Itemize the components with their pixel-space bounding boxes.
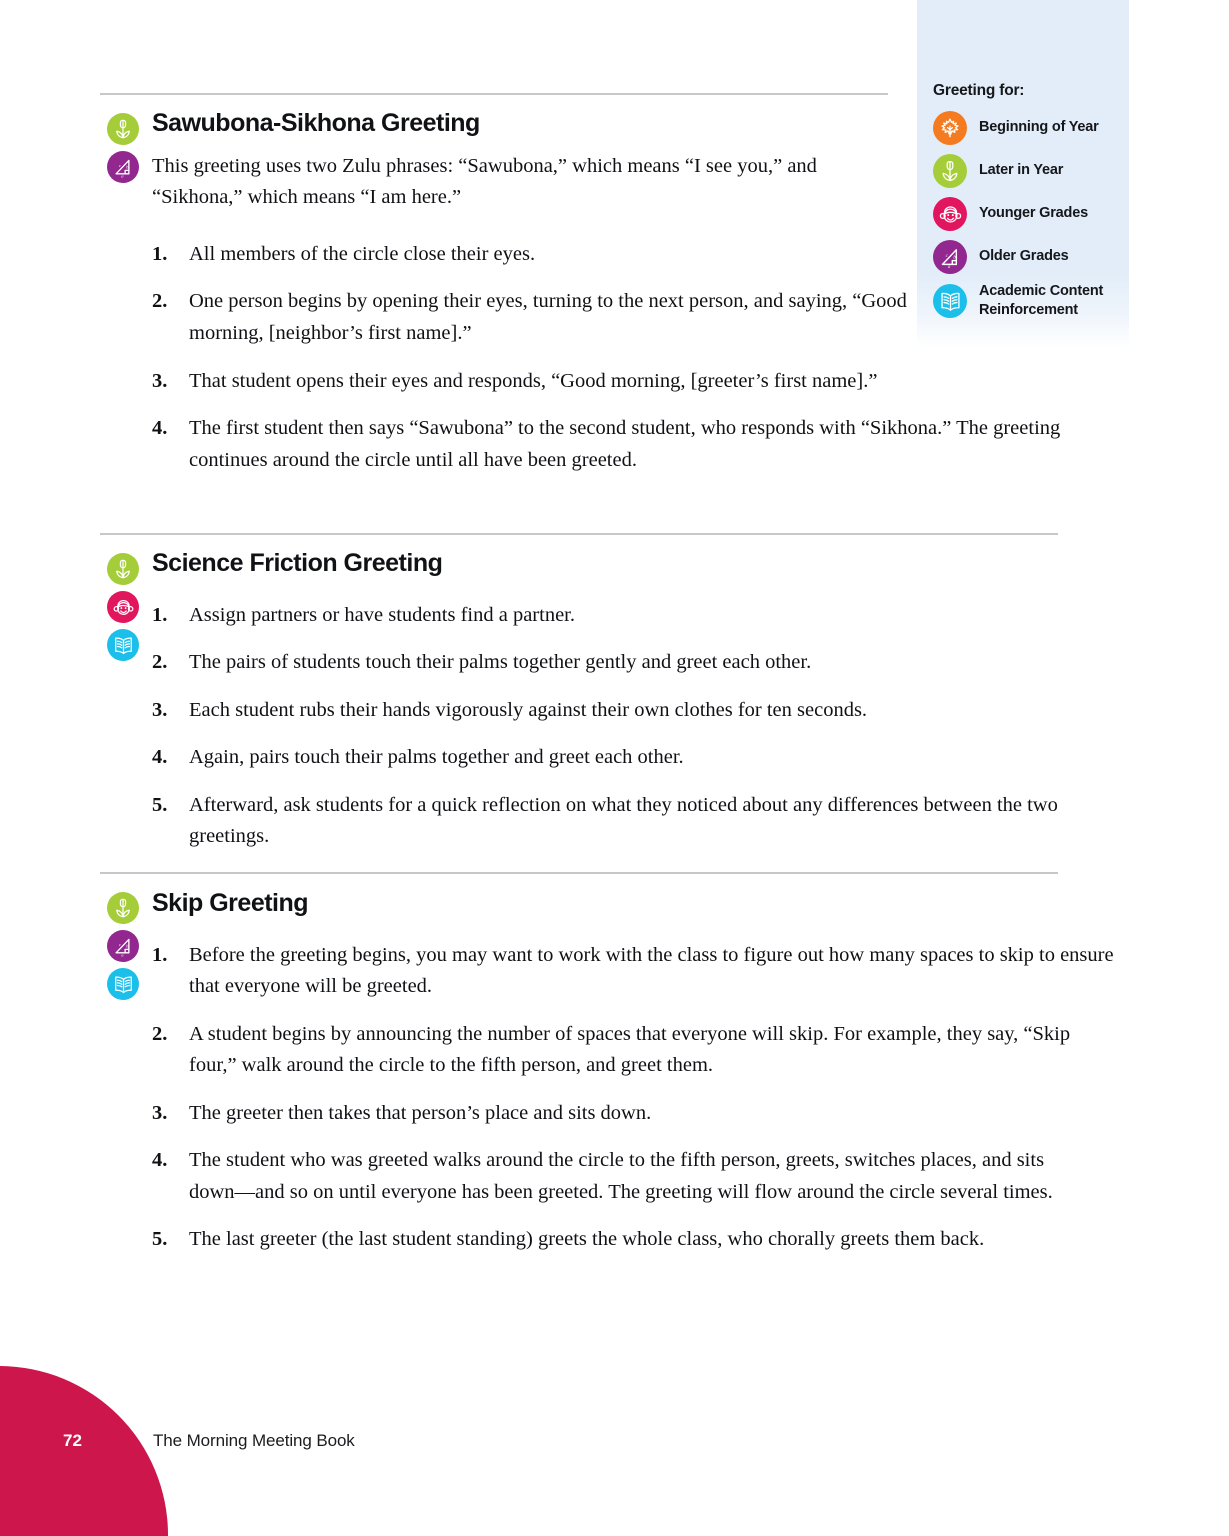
step-number: 1. bbox=[152, 242, 168, 265]
step-number: 2. bbox=[152, 290, 168, 313]
legend-item-label: Beginning of Year bbox=[979, 119, 1099, 136]
section-divider bbox=[100, 872, 1058, 874]
step-number: 3. bbox=[152, 1101, 168, 1124]
step-text: The student who was greeted walks around the circle to the fifth person, greets, switches places, and sits down—and so on until everyone has been greeted. The greeting will flow around the circle several times. bbox=[189, 1149, 1053, 1203]
svg-text:c: c bbox=[945, 253, 948, 259]
list-item bbox=[152, 1019, 1099, 1082]
step-number: 4. bbox=[152, 1149, 168, 1172]
step-number: 4. bbox=[152, 746, 168, 769]
section-divider bbox=[100, 533, 1058, 535]
list-item bbox=[152, 695, 1052, 727]
open-book-icon bbox=[107, 968, 139, 1000]
step-number: 3. bbox=[152, 369, 168, 392]
step-number: 3. bbox=[152, 698, 168, 721]
tulip-icon bbox=[107, 892, 139, 924]
section-heading: Skip Greeting bbox=[152, 889, 309, 917]
book-title: The Morning Meeting Book bbox=[153, 1431, 355, 1450]
child-face-icon bbox=[933, 197, 967, 231]
list-item bbox=[152, 600, 1052, 632]
legend-item-later-in-year bbox=[933, 153, 1133, 189]
svg-text:c: c bbox=[118, 162, 121, 168]
page-number: 72 bbox=[63, 1431, 82, 1450]
svg-text:a: a bbox=[120, 172, 123, 178]
svg-text:b: b bbox=[952, 255, 956, 261]
section-body bbox=[152, 550, 1072, 853]
step-text: The last greeter (the last student standing) greets the whole class, who chorally greets them back. bbox=[189, 1228, 985, 1251]
step-number: 1. bbox=[152, 943, 168, 966]
list-item bbox=[152, 742, 1052, 774]
step-list bbox=[152, 239, 1061, 476]
open-book-icon bbox=[107, 629, 139, 661]
step-number: 4. bbox=[152, 417, 168, 440]
step-text: Before the greeting begins, you may want to work with the class to figure out how many spaces to skip to ensure that everyone will be greeted. bbox=[189, 943, 1114, 998]
child-face-icon bbox=[107, 591, 139, 623]
list-item bbox=[152, 1224, 1089, 1256]
list-item bbox=[152, 790, 1069, 853]
tulip-icon bbox=[107, 553, 139, 585]
triangle-geometry-icon bbox=[107, 151, 139, 183]
list-item bbox=[152, 940, 1129, 1003]
section-icon-group bbox=[104, 892, 142, 1000]
maple-leaf-icon bbox=[933, 111, 967, 145]
list-item bbox=[152, 286, 919, 349]
legend-item-beginning-of-year bbox=[933, 110, 1133, 146]
list-item bbox=[152, 647, 1052, 679]
legend-title: Greeting for: bbox=[933, 82, 1025, 99]
legend-item-label: Academic Content Reinforcement bbox=[979, 283, 1104, 319]
svg-text:c: c bbox=[118, 941, 121, 947]
step-text: A student begins by announcing the number of spaces that everyone will skip. For example, they say, “Skip four,” walk around the circle to the fifth person, and greet them. bbox=[189, 1022, 1071, 1077]
step-text: The pairs of students touch their palms together gently and greet each other. bbox=[189, 651, 812, 674]
step-list bbox=[152, 940, 1114, 1257]
tulip-icon bbox=[107, 113, 139, 145]
section-icon-group bbox=[104, 553, 142, 661]
list-item bbox=[152, 366, 939, 398]
step-text: All members of the circle close their eyes. bbox=[189, 242, 536, 265]
step-number: 2. bbox=[152, 651, 168, 674]
section-icon-group bbox=[104, 113, 142, 183]
step-number: 5. bbox=[152, 793, 168, 816]
legend-item-younger-grades bbox=[933, 196, 1133, 232]
step-text: One person begins by opening their eyes, turning to the next person, and saying, “Good morning, [neighbor’s first name].” bbox=[189, 290, 907, 344]
triangle-geometry-icon bbox=[107, 930, 139, 962]
section-body bbox=[152, 889, 1114, 1256]
section-heading: Sawubona-Sikhona Greeting bbox=[152, 109, 480, 137]
section-heading: Science Friction Greeting bbox=[152, 549, 443, 577]
section-divider bbox=[100, 93, 888, 95]
list-item bbox=[152, 1145, 1069, 1208]
step-text: The greeter then takes that person’s place and sits down. bbox=[189, 1101, 652, 1124]
step-text: The first student then says “Sawubona” to the second student, who responds with “Sikhona.” The greeting continues around the circle until all have been greeted. bbox=[189, 417, 1061, 471]
step-number: 2. bbox=[152, 1022, 168, 1045]
footer-accent-circle bbox=[0, 1366, 168, 1536]
list-item bbox=[152, 239, 1052, 271]
svg-text:b: b bbox=[125, 943, 128, 949]
svg-text:b: b bbox=[125, 164, 128, 170]
step-number: 1. bbox=[152, 603, 168, 626]
tulip-icon bbox=[933, 154, 967, 188]
legend-item-label: Older Grades bbox=[979, 248, 1069, 265]
step-list bbox=[152, 600, 1058, 853]
list-item bbox=[152, 1098, 1072, 1130]
step-text: Afterward, ask students for a quick reflection on what they noticed about any differences between the two greetings. bbox=[189, 793, 1058, 848]
legend-item-label: Younger Grades bbox=[979, 205, 1088, 222]
section-intro-paragraph: This greeting uses two Zulu phrases: “Sawubona,” which means “I see you,” and “Sikhona,” which means “I am here.” bbox=[152, 154, 817, 208]
step-text: Again, pairs touch their palms together and greet each other. bbox=[189, 746, 684, 769]
step-text: Each student rubs their hands vigorously against their own clothes for ten seconds. bbox=[189, 698, 868, 721]
svg-text:a: a bbox=[947, 264, 950, 270]
step-text: That student opens their eyes and responds, “Good morning, [greeter’s first name].” bbox=[189, 369, 878, 392]
list-item bbox=[152, 413, 1109, 476]
step-text: Assign partners or have students find a partner. bbox=[189, 603, 575, 626]
legend-item-label: Later in Year bbox=[979, 162, 1064, 179]
step-number: 5. bbox=[152, 1228, 168, 1251]
svg-text:a: a bbox=[120, 951, 123, 957]
